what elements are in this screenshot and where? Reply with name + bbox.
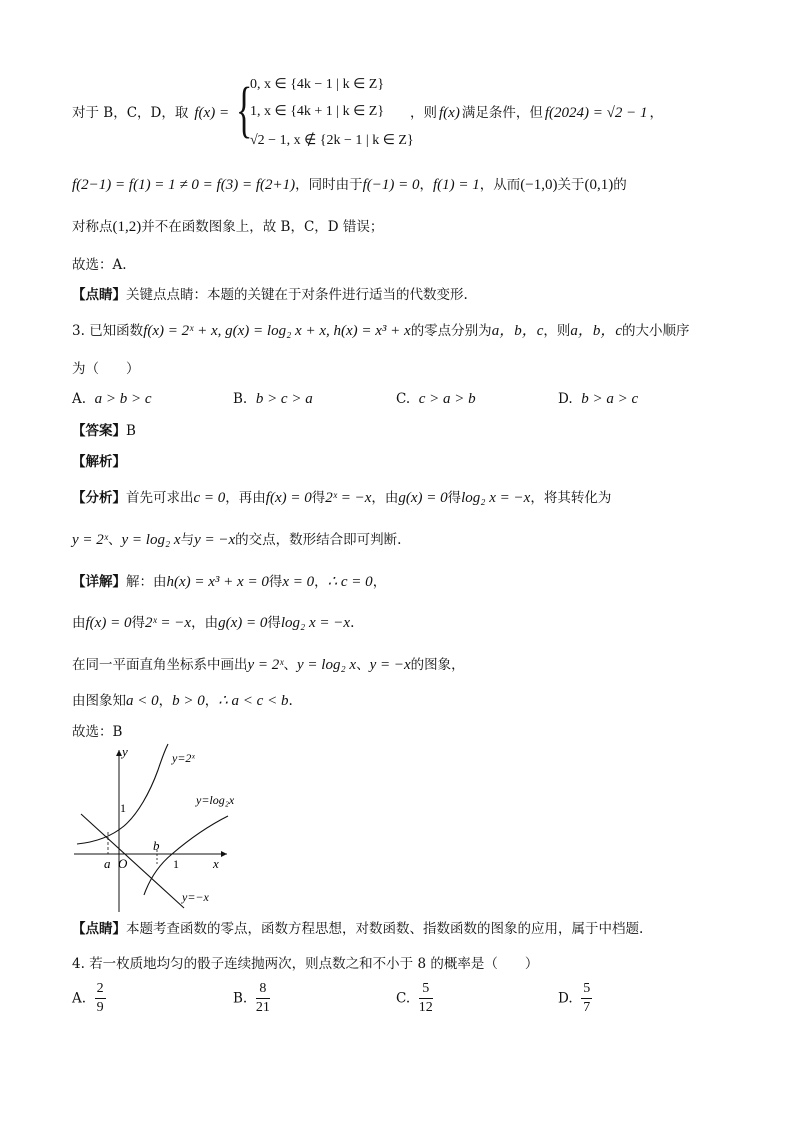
q4-option-d[interactable]: D. $\frac{5}{7}$: [558, 981, 591, 1015]
function-graph: [72, 740, 242, 915]
p1-lead: 对于 B，C，D，取 f(x) =: [72, 105, 230, 121]
case-1: 0, x ∈ {4k − 1 | k ∈ Z}: [250, 77, 385, 92]
q4-option-a[interactable]: A. $\frac{2}{9}$: [72, 981, 104, 1015]
label-a: a: [104, 856, 111, 871]
label-exp: y=2ˣ: [172, 751, 195, 765]
label-b: b: [153, 838, 160, 853]
tick-1-x: 1: [173, 857, 179, 871]
q3-stem: 3. 已知函数f(x) = 2ˣ + x, g(x) = log₂ x + x, h(x) = x³ + x的零点分别为a，b，c，则a，b，c的大小顺序: [72, 323, 690, 339]
detail-line-4: 由图象知a < 0，b > 0，∴ a < c < b.: [72, 693, 293, 709]
choose-2: 故选：B: [72, 724, 123, 740]
line-neg-x: [81, 814, 184, 908]
y-axis-label: y: [122, 744, 128, 759]
case-3: √2 − 1, x ∉ {2k − 1 | k ∈ Z}: [250, 133, 414, 148]
q3-option-b[interactable]: B. b > c > a: [233, 391, 313, 407]
q4-option-c[interactable]: C. $\frac{5}{12}$: [396, 981, 433, 1015]
tick-1-y: 1: [120, 801, 126, 815]
fenxi-line-1: 【分析】首先可求出c = 0，再由f(x) = 0得2ˣ = −x，由g(x) = 0得log₂ x = −x，将其转化为: [72, 490, 612, 506]
case-2: 1, x ∈ {4k + 1 | k ∈ Z}: [250, 104, 385, 119]
analysis-tag: 【解析】: [72, 454, 126, 470]
q3-stem-2: 为（ ）: [72, 361, 140, 377]
choose-1: 故选：A.: [72, 257, 127, 273]
note-1: 【点睛】关键点点睛：本题的关键在于对条件进行适当的代数变形.: [72, 287, 468, 303]
q4-stem: 4. 若一枚质地均匀的骰子连续抛两次，则点数之和不小于 8 的概率是（ ）: [72, 956, 539, 972]
p2-line: f(2−1) = f(1) = 1 ≠ 0 = f(3) = f(2+1)，同时由于f(−1) = 0，f(1) = 1，从而(−1,0)关于(0,1)的: [72, 177, 627, 193]
answer: 【答案】B: [72, 423, 136, 439]
q3-option-c[interactable]: C. c > a > b: [396, 391, 476, 407]
q4-option-b[interactable]: B. $\frac{8}{21}$: [233, 981, 270, 1015]
label-log: y=log₂x: [196, 793, 235, 807]
note-2: 【点睛】本题考查函数的零点，函数方程思想，对数函数、指数函数的图象的应用，属于中档题.: [72, 921, 644, 937]
cases-brace: {: [236, 76, 253, 144]
x-axis-label: x: [213, 856, 219, 871]
q3-option-d[interactable]: D. b > a > c: [558, 391, 639, 407]
p1-tail: ，则 f(x) 满足条件，但 f(2024) = √2 − 1 ，: [410, 105, 663, 121]
detail-line-3: 在同一平面直角坐标系中画出y = 2ˣ、y = log₂ x、y = −x的图象，: [72, 657, 465, 673]
fenxi-line-2: y = 2ˣ、y = log₂ x与y = −x的交点，数形结合即可判断.: [72, 532, 402, 548]
detail-line-2: 由f(x) = 0得2ˣ = −x，由g(x) = 0得log₂ x = −x.: [72, 615, 355, 631]
q3-option-a[interactable]: A. a > b > c: [72, 391, 152, 407]
p3-line: 对称点(1,2)并不在函数图象上，故 B，C，D 错误；: [72, 219, 384, 235]
detail-line-1: 【详解】解：由h(x) = x³ + x = 0得x = 0，∴ c = 0，: [72, 574, 387, 590]
curve-exp: [77, 744, 168, 844]
origin-label: O: [118, 856, 128, 871]
label-lin: y=−x: [182, 890, 209, 904]
